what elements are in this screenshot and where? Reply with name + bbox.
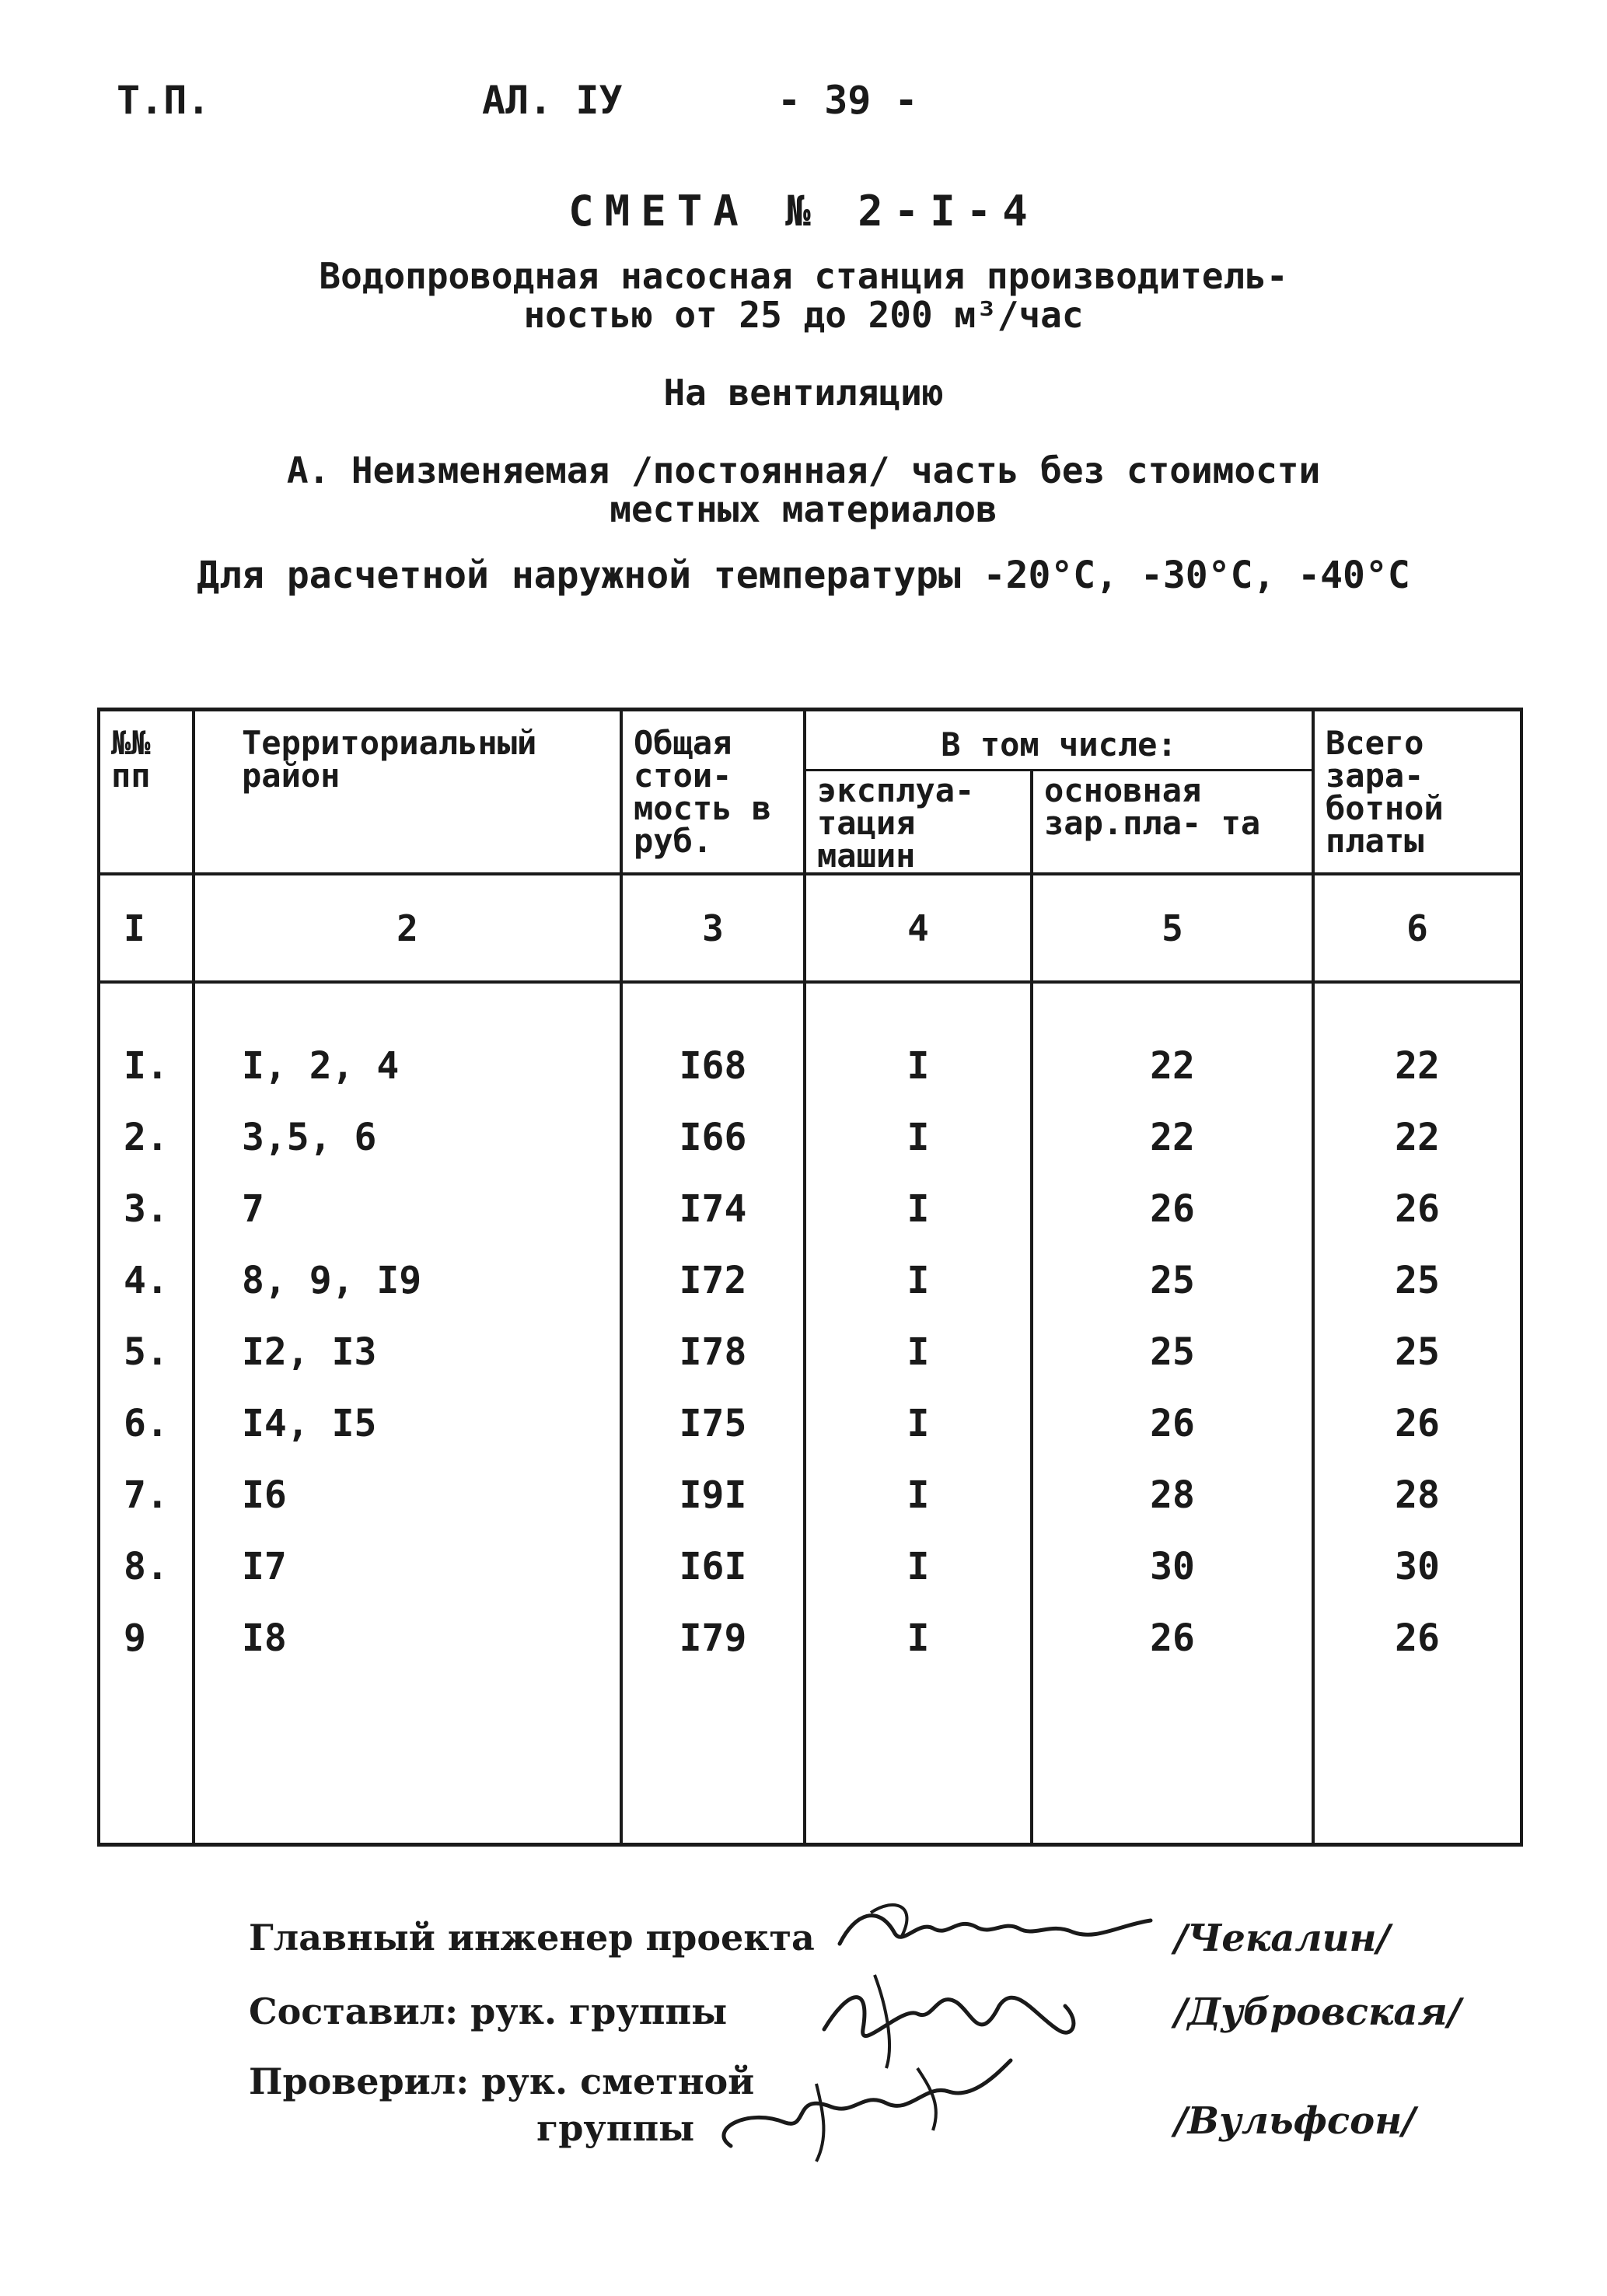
temperature-line: Для расчетной наружной температуры -20°С, -30°С, -40°С [197,554,1410,597]
row-number: 5. [99,1316,194,1388]
header-row-number [99,710,194,875]
machines-cell: I [805,982,1032,1102]
region-cell: I4, I5 [194,1388,621,1459]
signature-scrawl-3 [700,2037,1026,2169]
header-group-including: В том числе: [805,710,1313,771]
machines-cell: I [805,1245,1032,1316]
machines-cell: I [805,1316,1032,1388]
wage-cell: 30 [1032,1531,1313,1602]
page-number: - 39 - [777,78,918,123]
table-row [99,1316,1521,1388]
region-cell: 3,5, 6 [194,1102,621,1173]
total-cost-cell: I9I [621,1459,805,1531]
table-row [99,1102,1521,1173]
column-number: 6 [1313,874,1521,982]
wage-cell: 25 [1032,1245,1313,1316]
column-number: 2 [194,874,621,982]
table-row [99,1388,1521,1459]
wage-cell: 22 [1032,982,1313,1102]
column-number: I [99,874,194,982]
table-row [99,1459,1521,1531]
machines-cell: I [805,1173,1032,1245]
total-wage-cell: 22 [1313,982,1521,1102]
table-row [99,982,1521,1102]
region-cell: I, 2, 4 [194,982,621,1102]
subtitle-line-5: местных материалов [610,488,997,530]
total-wage-cell: 22 [1313,1102,1521,1173]
column-number: 5 [1032,874,1313,982]
column-number: 3 [621,874,805,982]
estimate-title: СМЕТА № 2-I-4 [568,187,1039,236]
subtitle-line-3: На вентиляцию [663,372,944,414]
subtitle-line-2: ностью от 25 до 200 м³/час [523,294,1084,336]
compiled-by-name: /Дубровская/ [1174,1990,1462,2034]
header-text: Всего зара- ботной платы [1326,724,1444,860]
total-cost-cell: I68 [621,982,805,1102]
estimate-table [97,708,1523,1847]
region-cell: I8 [194,1602,621,1674]
row-number: 7. [99,1459,194,1531]
total-cost-cell: I72 [621,1245,805,1316]
total-wage-cell: 26 [1313,1388,1521,1459]
chief-engineer-name: /Чекалин/ [1174,1917,1391,1960]
header-machines: эксплуа- тация машин [805,771,1032,875]
subtitle-line-1: Водопроводная насосная станция производитель- [319,255,1288,297]
table-row [99,1602,1521,1674]
machines-cell: I [805,1531,1032,1602]
row-number: 9 [99,1602,194,1674]
checked-by-name: /Вульфсон/ [1174,2099,1416,2143]
row-number: 2. [99,1102,194,1173]
row-number: 3. [99,1173,194,1245]
total-wage-cell: 26 [1313,1602,1521,1674]
total-cost-cell: I66 [621,1102,805,1173]
header-base-wage: основная зар.пла- та [1032,771,1313,875]
chief-engineer-label: Главный инженер проекта [249,1917,815,1959]
total-cost-cell: I74 [621,1173,805,1245]
region-cell: I6 [194,1459,621,1531]
header-text: Территориальный район [242,724,537,795]
total-cost-cell: I78 [621,1316,805,1388]
wage-cell: 26 [1032,1388,1313,1459]
column-number-row [99,874,1521,982]
checked-by-label-cont: группы [536,2107,695,2149]
doc-code: Т.П. [117,78,211,123]
header-text: Общая стои- мость в руб. [634,724,772,860]
compiled-by-label: Составил: рук. группы [249,1990,728,2032]
table-row [99,1245,1521,1316]
subtitle-line-4: А. Неизменяемая /постоянная/ часть без стоимости [286,449,1321,491]
album-code: АЛ. IУ [482,78,623,123]
total-wage-cell: 30 [1313,1531,1521,1602]
header-total-cost [621,710,805,875]
total-wage-cell: 25 [1313,1316,1521,1388]
region-cell: 8, 9, I9 [194,1245,621,1316]
table-row [99,1173,1521,1245]
total-cost-cell: I75 [621,1388,805,1459]
machines-cell: I [805,1459,1032,1531]
row-number: 8. [99,1531,194,1602]
column-number: 4 [805,874,1032,982]
header-total-wages [1313,710,1521,875]
header-text: №№ пп [111,724,151,795]
wage-cell: 28 [1032,1459,1313,1531]
row-number: I. [99,982,194,1102]
wage-cell: 25 [1032,1316,1313,1388]
row-number: 6. [99,1388,194,1459]
total-wage-cell: 25 [1313,1245,1521,1316]
wage-cell: 26 [1032,1602,1313,1674]
table-filler-row [99,1674,1521,1844]
machines-cell: I [805,1388,1032,1459]
header-region [194,710,621,875]
total-wage-cell: 28 [1313,1459,1521,1531]
total-cost-cell: I6I [621,1531,805,1602]
table-row [99,1531,1521,1602]
total-wage-cell: 26 [1313,1173,1521,1245]
machines-cell: I [805,1602,1032,1674]
wage-cell: 22 [1032,1102,1313,1173]
machines-cell: I [805,1102,1032,1173]
region-cell: 7 [194,1173,621,1245]
checked-by-label: Проверил: рук. сметной [249,2060,755,2102]
wage-cell: 26 [1032,1173,1313,1245]
row-number: 4. [99,1245,194,1316]
total-cost-cell: I79 [621,1602,805,1674]
region-cell: I2, I3 [194,1316,621,1388]
region-cell: I7 [194,1531,621,1602]
